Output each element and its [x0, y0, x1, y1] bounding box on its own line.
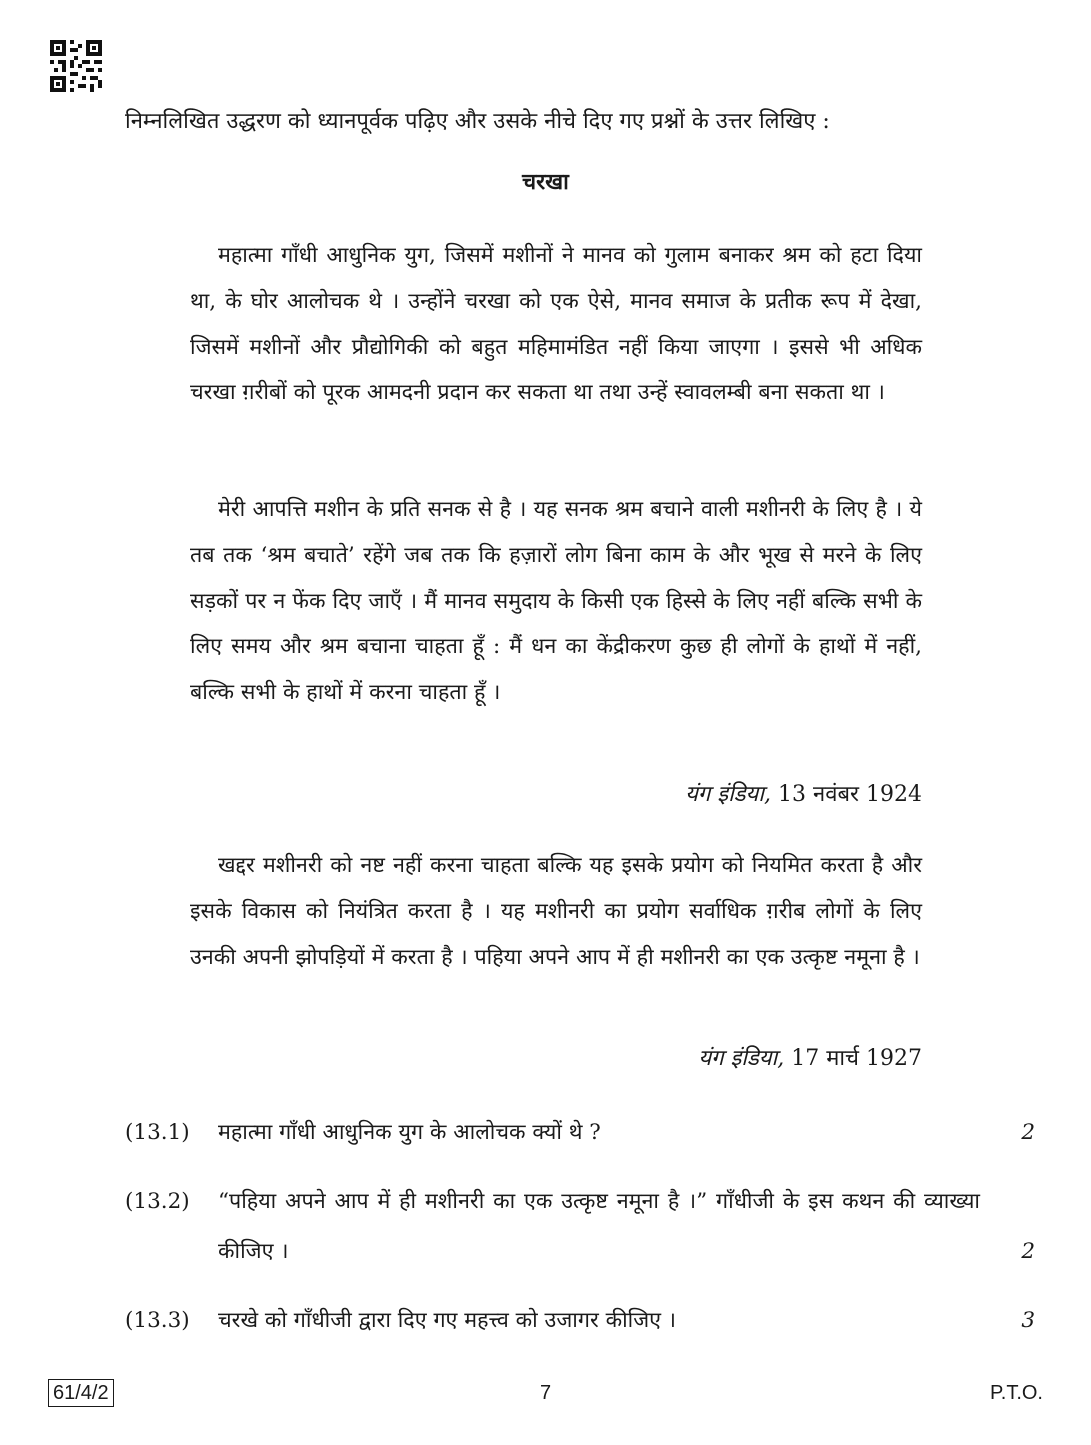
- question-text: “पहिया अपने आप में ही मशीनरी का एक उत्कृष्ट नमूना है ।” गाँधीजी के इस कथन की व्याख्या कीजिए ।: [218, 1189, 980, 1264]
- page-number: 7: [539, 1382, 552, 1404]
- question-text: चरखे को गाँधीजी द्वारा दिए गए महत्त्व को उजागर कीजिए ।: [218, 1308, 677, 1333]
- passage-paragraph: मेरी आपत्ति मशीन के प्रति सनक से है । यह सनक श्रम बचाने वाली मशीनरी के लिए है । ये तब तक ‘श्रम बचाते’ रहेंगे जब तक कि हज़ारों लोग बिना काम के और भूख से मरने के लिए सड़कों पर न फेंक दिए जाएँ । मैं मानव समुदाय के किसी एक हिस्से के लिए नहीं बल्कि सभी के लिए समय और श्रम बचाना चाहता हूँ : मैं धन का केंद्रीकरण कुछ ही लोगों के हाथों में नहीं, बल्कि सभी के हाथों में करना चाहता हूँ ।: [190, 497, 922, 706]
- citation-source: यंग इंडिया,: [698, 1046, 785, 1071]
- question-marks: 3: [1021, 1308, 1035, 1333]
- citation-date: 13 नवंबर 1924: [778, 782, 922, 807]
- question-marks: 2: [1021, 1120, 1035, 1145]
- citation: [698, 1040, 922, 1078]
- question-number: (13.1): [125, 1120, 190, 1145]
- citation-source: यंग इंडिया,: [685, 782, 772, 807]
- pto-label: P.T.O.: [990, 1382, 1043, 1404]
- question-number: (13.2): [125, 1189, 190, 1214]
- instruction-text: निम्नलिखित उद्धरण को ध्यानपूर्वक पढ़िए और उसके नीचे दिए गए प्रश्नों के उत्तर लिखिए :: [125, 109, 830, 134]
- citation: [685, 776, 922, 814]
- passage-paragraph: महात्मा गाँधी आधुनिक युग, जिसमें मशीनों ने मानव को गुलाम बनाकर श्रम को हटा दिया था, के घोर आलोचक थे । उन्होंने चरखा को एक ऐसे, मानव समाज के प्रतीक रूप में देखा, जिसमें मशीनों और प्रौद्योगिकी को बहुत महिमामंडित नहीं किया जाएगा । इससे भी अधिक चरखा ग़रीबों को पूरक आमदनी प्रदान कर सकता था तथा उन्हें स्वावलम्बी बना सकता था ।: [190, 243, 922, 406]
- passage-paragraph: खद्दर मशीनरी को नष्ट नहीं करना चाहता बल्कि यह इसके प्रयोग को नियमित करता है और इसके विकास को नियंत्रित करता है । यह मशीनरी का प्रयोग सर्वाधिक ग़रीब लोगों के लिए उनकी अपनी झोपड़ियों में करता है । पहिया अपने आप में ही मशीनरी का एक उत्कृष्ट नमूना है ।: [190, 853, 922, 970]
- qr-code-icon: [50, 40, 102, 92]
- paper-code: 61/4/2: [48, 1379, 114, 1407]
- citation-date: 17 मार्च 1927: [791, 1046, 922, 1071]
- question-marks: 2: [1021, 1239, 1035, 1264]
- question-number: (13.3): [125, 1308, 190, 1333]
- passage-title: चरखा: [522, 169, 569, 195]
- question-text: महात्मा गाँधी आधुनिक युग के आलोचक क्यों थे ?: [218, 1120, 601, 1145]
